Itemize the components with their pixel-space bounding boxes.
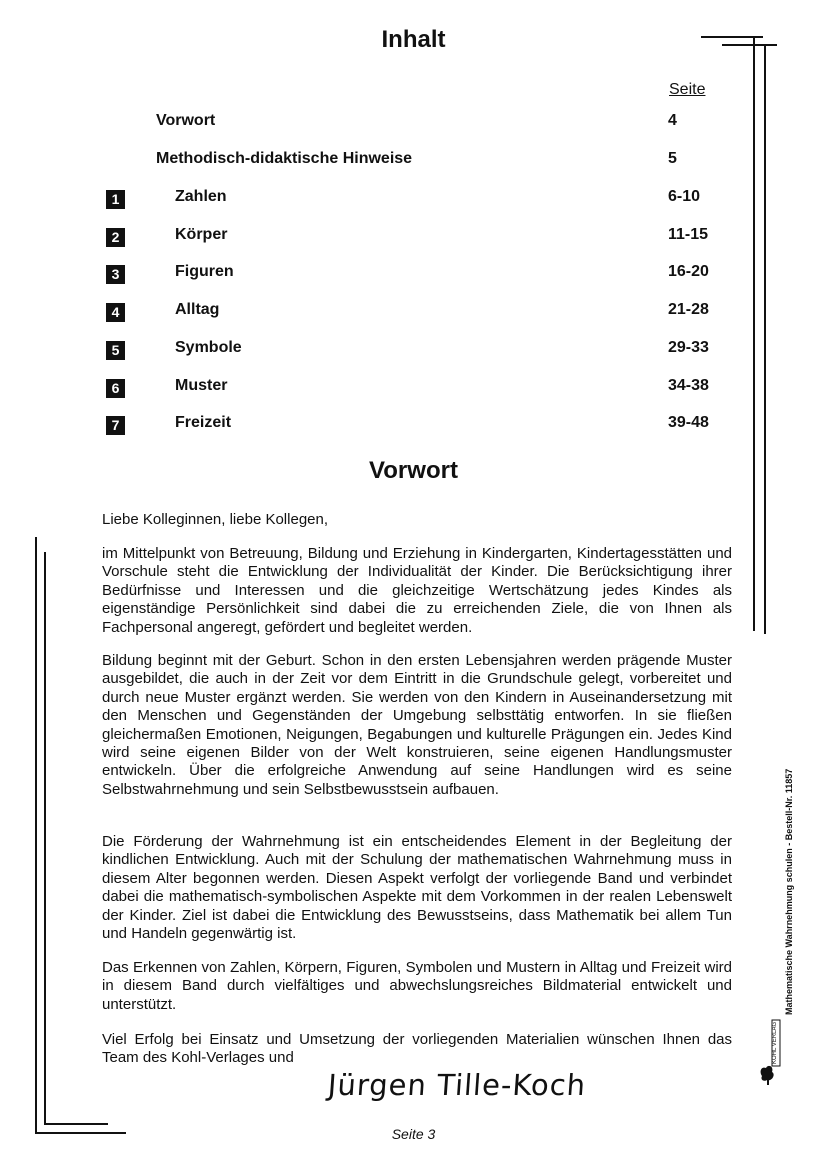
toc-chapter-page: 34-38 xyxy=(668,377,709,394)
toc-entry[interactable] xyxy=(0,112,827,134)
toc-entry-label: Methodisch-didaktische Hinweise xyxy=(156,150,413,167)
toc-chapter[interactable] xyxy=(0,301,827,323)
toc-chapter[interactable] xyxy=(0,339,827,361)
chapter-number-badge: 6 xyxy=(106,379,125,398)
foreword-paragraph: Viel Erfolg bei Einsatz und Umsetzung der vorliegenden Materialien wünschen Ihnen das Team des Kohl-Verlages und xyxy=(102,1031,732,1067)
chapter-number-badge: 3 xyxy=(106,265,125,284)
frame-line-bottom-left-v1 xyxy=(35,537,37,1134)
page-number: Seite 3 xyxy=(391,1126,436,1142)
publisher-logo-text: KOHL VERLAG xyxy=(772,1021,778,1064)
toc-title: Inhalt xyxy=(381,26,446,53)
toc-entry[interactable] xyxy=(0,150,827,172)
toc-chapter-label: Alltag xyxy=(175,301,220,318)
foreword-paragraph: im Mittelpunkt von Betreuung, Bildung und Erziehung in Kindergarten, Kindertagesstätten und Vorschule steht die Entwicklung der Individualität der Kinder. Die Berücksichtigung ihrer Bedürfnisse und Interessen und die gleichzeitige Wertschätzung jedes Kindes als eigenständige Persönlichkeit sind dabei die zu erreichenden Ziele, die von Ihnen als Fachpersonal angeregt, gefördert und begleitet werden. xyxy=(102,545,732,636)
toc-chapter[interactable] xyxy=(0,263,827,285)
toc-entry-label: Vorwort xyxy=(156,112,216,129)
foreword-paragraph: Bildung beginnt mit der Geburt. Schon in den ersten Lebensjahren werden prägende Muster ausgebildet, die auch in der Zeit vor dem Eintritt in die Grundschule gelegt, vorbereitet und durch neue Muster ergänzt werden. Sie werden von den Kindern in Auseinandersetzung mit den Menschen und Gegenständen der Umgebung selbsttätig entworfen. In sie fließen gleichermaßen Emotionen, Neigungen, Begabungen und kulturelle Prägungen ein. Jedes Kind wird seine eigenen Bilder von der Welt konstruieren, seine eigenen Handlungsmuster entwickeln. Über die erfolgreiche Anwendung auf seine Handlungen wird es seine Selbstwahrnehmung und sein Selbstbewusstsein aufbauen. xyxy=(102,652,732,798)
toc-chapter-label: Zahlen xyxy=(175,188,227,205)
toc-chapter[interactable] xyxy=(0,377,827,399)
side-order-text: Mathematische Wahrnehmung schulen - Bestell-Nr. 11857 xyxy=(784,768,794,1015)
frame-line-bottom-left-v2 xyxy=(44,552,46,1125)
toc-chapter[interactable] xyxy=(0,188,827,210)
foreword-title: Vorwort xyxy=(369,457,458,484)
toc-chapter-label: Körper xyxy=(175,226,228,243)
toc-chapter-page: 21-28 xyxy=(668,301,709,318)
chapter-number-badge: 2 xyxy=(106,228,125,247)
foreword-salutation: Liebe Kolleginnen, liebe Kollegen, xyxy=(102,511,329,528)
toc-chapter-label: Symbole xyxy=(175,339,242,356)
toc-chapter-page: 6-10 xyxy=(668,188,701,205)
toc-page-column-header: Seite xyxy=(669,81,706,98)
publisher-logo xyxy=(758,1018,782,1086)
toc-chapter[interactable] xyxy=(0,414,827,436)
toc-chapter-page: 11-15 xyxy=(668,226,709,243)
toc-chapter[interactable] xyxy=(0,226,827,248)
toc-entry-page: 4 xyxy=(668,112,677,129)
frame-line-bottom-left-h2 xyxy=(44,1123,108,1125)
toc-chapter-page: 29-33 xyxy=(668,339,709,356)
foreword-paragraph: Das Erkennen von Zahlen, Körpern, Figuren, Symbolen und Mustern in Alltag und Freizeit wird in diesem Band durch vielfältiges und abwechslungsreiches Bildmaterial entwickelt und unterstützt. xyxy=(102,959,732,1013)
chapter-number-badge: 5 xyxy=(106,341,125,360)
chapter-number-badge: 4 xyxy=(106,303,125,322)
author-signature: Jürgen Tille-Koch xyxy=(326,1068,588,1102)
toc-chapter-label: Figuren xyxy=(175,263,234,280)
chapter-number-badge: 7 xyxy=(106,416,125,435)
toc-chapter-label: Freizeit xyxy=(175,414,232,431)
chapter-number-badge: 1 xyxy=(106,190,125,209)
toc-chapter-page: 16-20 xyxy=(668,263,709,280)
toc-chapter-page: 39-48 xyxy=(668,414,709,431)
toc-entry-page: 5 xyxy=(668,150,677,167)
toc-chapter-label: Muster xyxy=(175,377,228,394)
foreword-paragraph: Die Förderung der Wahrnehmung ist ein entscheidendes Element in der Begleitung der kindlichen Entwicklung. Auch mit der Schulung der mathematischen Wahrnehmung muss in diesem Alter begonnen werden. Diesen Aspekt verfolgt der vorliegende Band und verbindet dabei die mathematisch-symbolischen Aspekte mit dem Vorkommen in der realen Lebenswelt der Kinder. Ziel ist dabei die Entwicklung des Bewusstseins, dass Mathematik bei allem Tun und Handeln gegenwärtig ist. xyxy=(102,833,732,943)
